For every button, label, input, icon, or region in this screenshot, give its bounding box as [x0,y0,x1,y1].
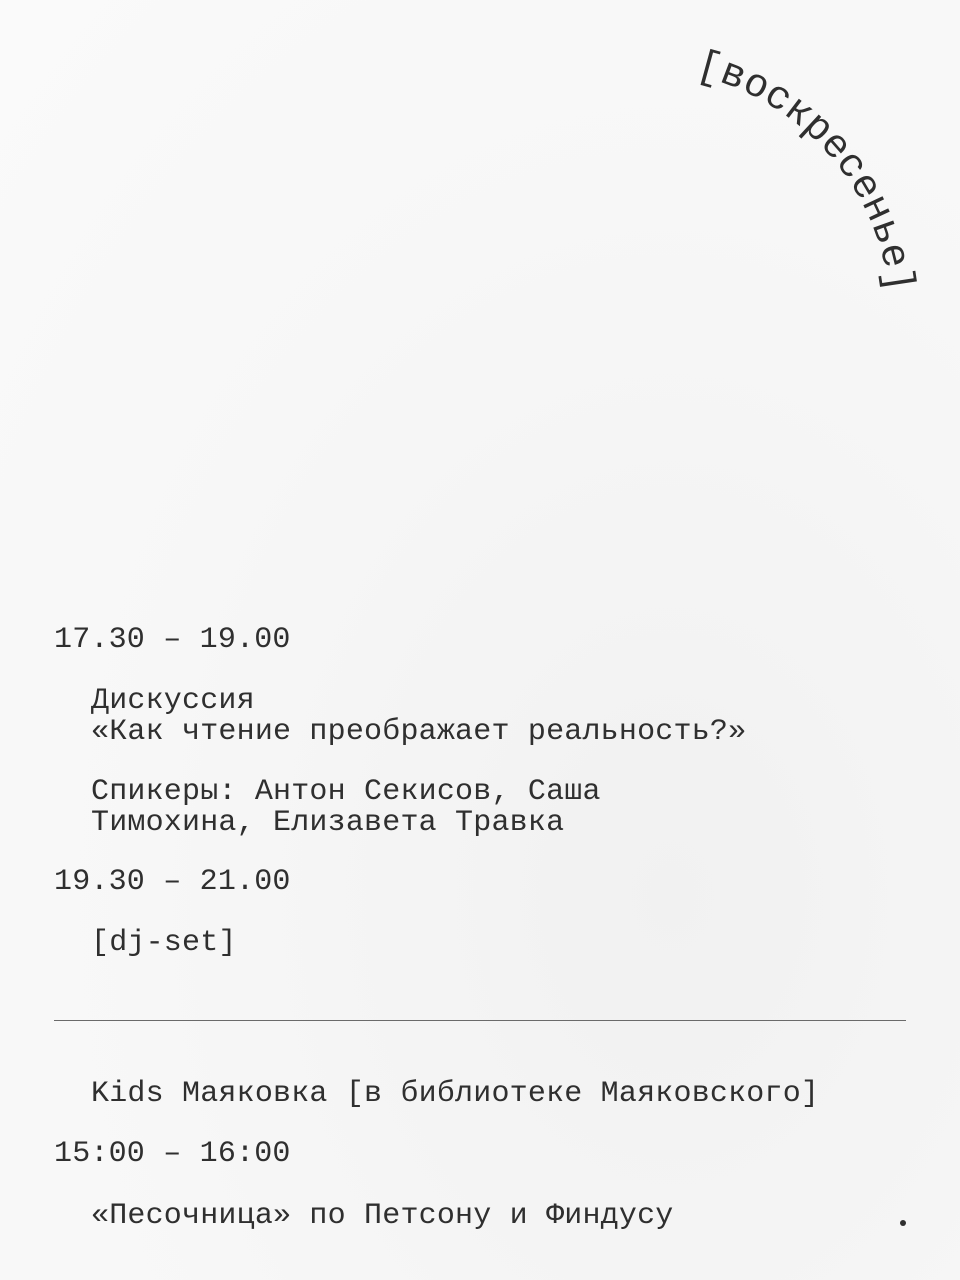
schedule-time-2: 19.30 – 21.00 [54,865,291,899]
day-title-arc [640,20,960,360]
day-title-svg [640,20,960,360]
day-title-text: [воскресенье] [691,43,922,296]
event-title: «Как чтение преображает реальность?» [91,715,747,749]
speakers-line-1: Спикеры: Антон Секисов, Саша [91,775,601,809]
speakers-line-2: Тимохина, Елизавета Травка [91,806,565,840]
kids-time: 15:00 – 16:00 [54,1137,291,1171]
dj-set-label: [dj-set] [91,926,237,960]
kids-event: «Песочница» по Петсону и Финдусу [91,1199,674,1233]
kids-heading: Kids Маяковка [в библиотеке Маяковского] [91,1077,820,1111]
event-type: Дискуссия [91,684,255,718]
schedule-time-1: 17.30 – 19.00 [54,623,291,657]
end-dot [900,1220,906,1226]
section-divider [54,1020,906,1021]
day-title [692,44,922,296]
